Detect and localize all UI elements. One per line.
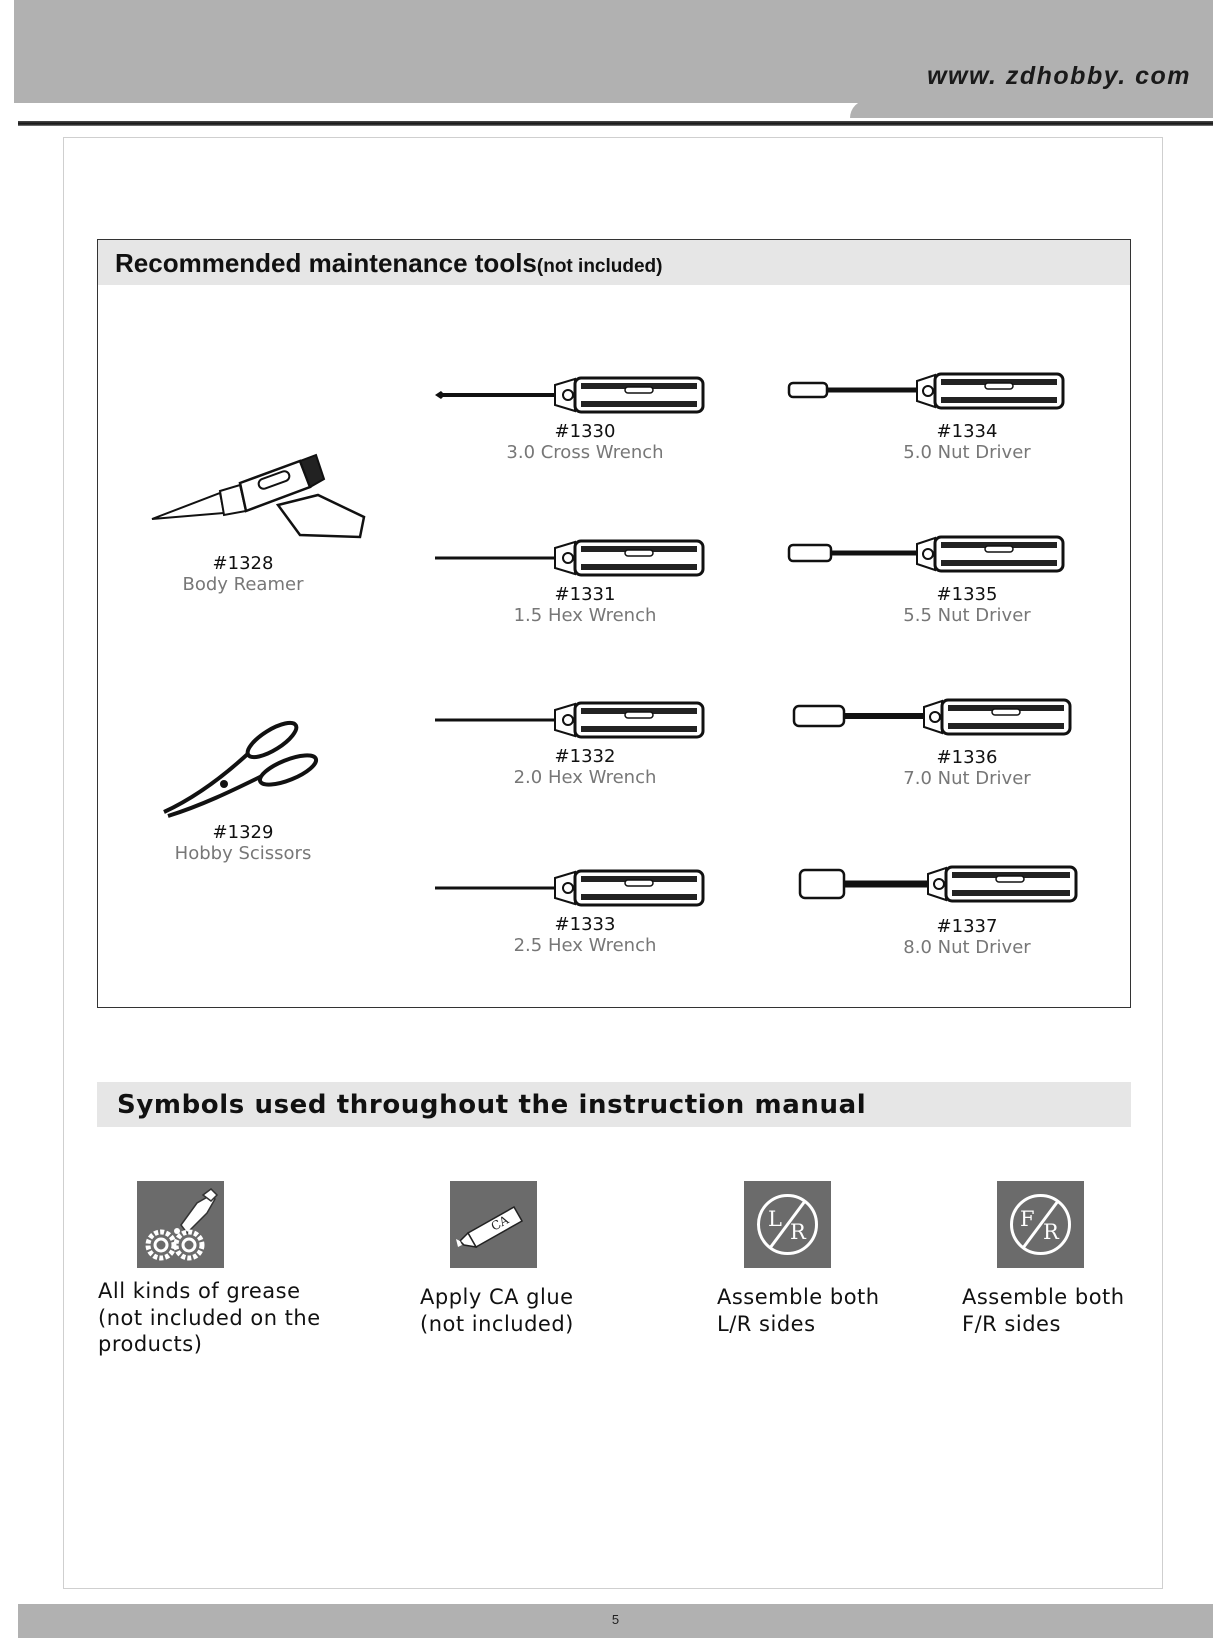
nut-driver-icon bbox=[798, 862, 1088, 906]
header-url[interactable]: www. zdhobby. com bbox=[927, 62, 1191, 90]
left-right-sides-icon bbox=[744, 1181, 831, 1268]
tool-name: 1.5 Hex Wrench bbox=[513, 605, 657, 626]
header-rule bbox=[18, 121, 1213, 126]
page-number: 5 bbox=[611, 1612, 620, 1627]
tool-name: 5.5 Nut Driver bbox=[903, 605, 1031, 626]
tool-code: #1332 bbox=[554, 746, 616, 767]
tools-title bbox=[115, 248, 662, 279]
left-letter: L bbox=[768, 1207, 782, 1231]
tool-name: 8.0 Nut Driver bbox=[903, 937, 1031, 958]
nut-driver-icon bbox=[787, 534, 1077, 574]
symbol-line: products) bbox=[98, 1332, 203, 1356]
tool-code: #1335 bbox=[936, 584, 998, 605]
tool-code: #1336 bbox=[936, 747, 998, 768]
tool-name: 3.0 Cross Wrench bbox=[506, 442, 664, 463]
page-footer bbox=[18, 1604, 1213, 1638]
ca-glue-tube-icon bbox=[450, 1181, 537, 1268]
tools-title-note: (not included) bbox=[536, 256, 663, 277]
tools-title-bar bbox=[98, 240, 1130, 285]
tool-name: 2.5 Hex Wrench bbox=[513, 935, 657, 956]
tool-name: 2.0 Hex Wrench bbox=[513, 767, 657, 788]
symbol-line: (not included on the bbox=[98, 1305, 321, 1330]
tool-name: 5.0 Nut Driver bbox=[903, 442, 1031, 463]
tool-code: #1329 bbox=[212, 822, 274, 843]
front-rear-symbol-text bbox=[962, 1284, 1125, 1337]
tool-code: #1334 bbox=[936, 421, 998, 442]
nut-driver-icon bbox=[787, 371, 1077, 411]
hex-wrench-icon bbox=[435, 538, 715, 578]
hex-wrench-icon bbox=[435, 700, 715, 740]
symbol-line: Apply CA glue bbox=[420, 1285, 574, 1309]
right-letter: R bbox=[790, 1220, 806, 1244]
tool-code: #1333 bbox=[554, 914, 616, 935]
front-rear-sides-icon bbox=[997, 1181, 1084, 1268]
tool-code: #1337 bbox=[936, 916, 998, 937]
grease-gears-icon bbox=[137, 1181, 224, 1268]
ca-label: CA bbox=[488, 1212, 512, 1234]
tool-name: Body Reamer bbox=[182, 574, 304, 595]
left-right-symbol-text bbox=[717, 1284, 880, 1337]
grease-symbol-text bbox=[98, 1278, 321, 1358]
front-rear-symbol bbox=[997, 1181, 1084, 1268]
tool-code: #1328 bbox=[212, 553, 274, 574]
front-letter: F bbox=[1020, 1207, 1035, 1231]
symbol-line: Assemble both bbox=[717, 1285, 880, 1309]
rear-letter: R bbox=[1043, 1220, 1059, 1244]
symbol-line: Assemble both bbox=[962, 1285, 1125, 1309]
header-tab bbox=[850, 100, 1213, 118]
cross-wrench-icon bbox=[435, 375, 715, 415]
symbols-title: Symbols used throughout the instruction manual bbox=[117, 1090, 867, 1120]
symbol-line: F/R sides bbox=[962, 1311, 1061, 1336]
tool-name: 7.0 Nut Driver bbox=[903, 768, 1031, 789]
symbol-line: All kinds of grease bbox=[98, 1279, 301, 1303]
symbol-line: L/R sides bbox=[717, 1311, 816, 1336]
ca-glue-symbol bbox=[450, 1181, 537, 1268]
symbol-line: (not included) bbox=[420, 1311, 574, 1336]
tool-code: #1331 bbox=[554, 584, 616, 605]
body-reamer-icon bbox=[150, 455, 370, 545]
nut-driver-icon bbox=[792, 697, 1082, 737]
tools-title-text: Recommended maintenance tools bbox=[115, 248, 537, 278]
scissors-icon bbox=[160, 720, 320, 820]
hex-wrench-icon bbox=[435, 868, 715, 908]
left-right-symbol bbox=[744, 1181, 831, 1268]
grease-symbol bbox=[137, 1181, 224, 1268]
ca-glue-symbol-text bbox=[420, 1284, 574, 1337]
tool-code: #1330 bbox=[554, 421, 616, 442]
symbols-title-bar bbox=[97, 1082, 1131, 1127]
tool-name: Hobby Scissors bbox=[174, 843, 312, 864]
